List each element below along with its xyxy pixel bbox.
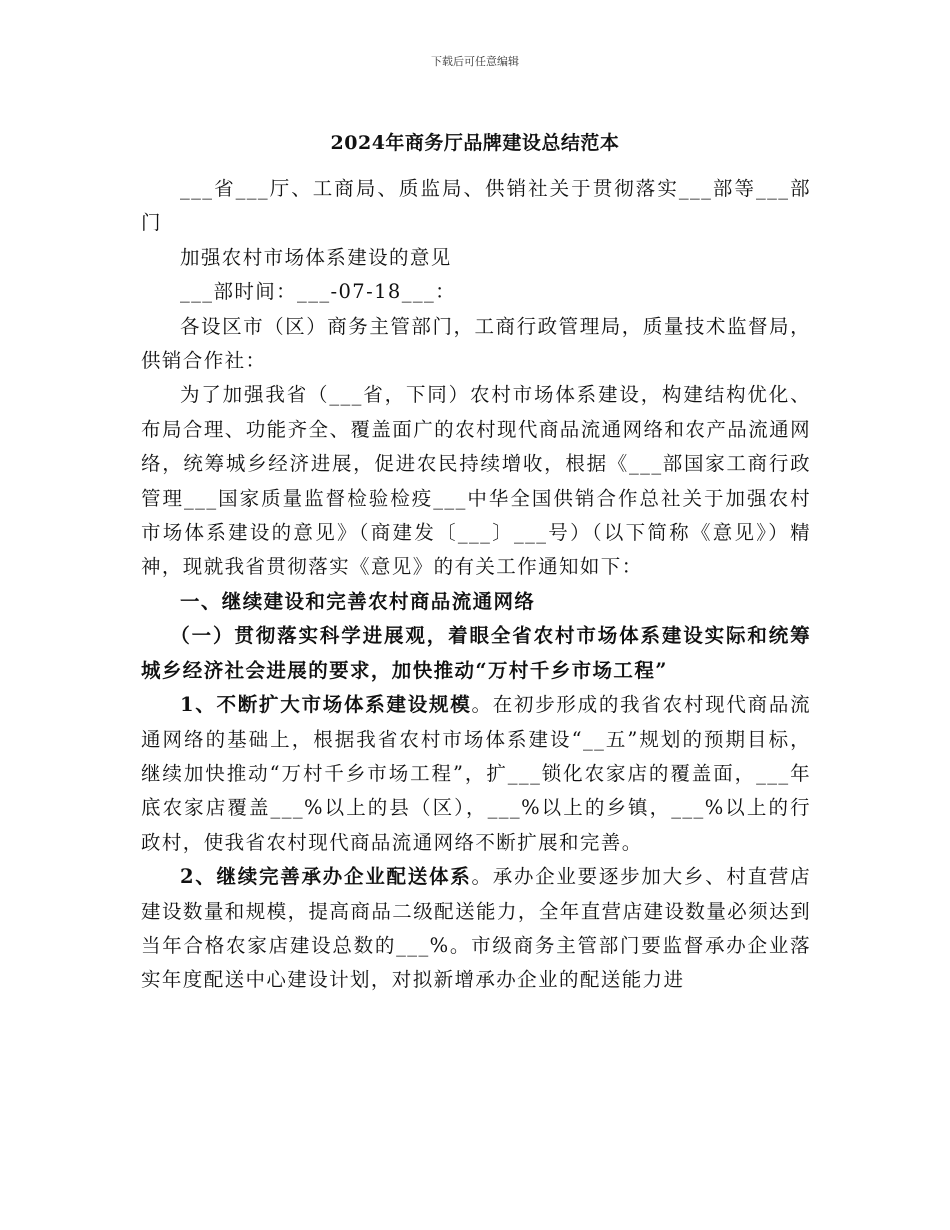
paragraph-date: ___部时间：___-07-18___： [180, 280, 457, 304]
item-1-lead: 1、不断扩大市场体系建设规模 [180, 693, 472, 717]
document-body [141, 172, 811, 998]
paragraph-subject: 加强农村市场体系建设的意见 [180, 245, 452, 269]
paragraph-item-2 [141, 860, 811, 998]
document-title: 2024年商务厅品牌建设总结范本 [330, 132, 620, 154]
header-note: 下载后可任意编辑 [431, 55, 519, 68]
item-2-lead: 2、继续完善承办企业配送体系 [180, 865, 472, 889]
paragraph-intro: 为了加强我省（___省，下同）农村市场体系建设，构建结构优化、布局合理、功能齐全、覆盖面广的农村现代商品流通网络和农产品流通网络，统筹城乡经济进展，促进农民持续增收，根据《___部国家工商行政管理___国家质量监督检验检疫___中华全国供销合作总社关于加强农村市场体系建设的意见》（商建发〔___〕___号）（以下简称《意见》）精神，现就我省贯彻落实《意见》的有关工作通知如下： [141, 383, 811, 579]
paragraph-recipients: ___省___厅、工商局、质监局、供销社关于贯彻落实___部等___部门 [141, 177, 811, 235]
paragraph-addressees: 各设区市（区）商务主管部门，工商行政管理局，质量技术监督局，供销合作社： [141, 314, 811, 373]
subsection-heading-1: （一）贯彻落实科学进展观，着眼全省农村市场体系建设实际和统筹城乡经济社会进展的要求，加快推动“万村千乡市场工程” [141, 624, 811, 682]
section-heading-1: 一、继续建设和完善农村商品流通网络 [180, 589, 536, 613]
paragraph-item-1 [141, 688, 811, 860]
item-1-text: 。在初步形成的我省农村现代商品流通网络的基础上，根据我省农村市场体系建设“__五”规划的预期目标，继续加快推动“万村千乡市场工程”，扩___锁化农家店的覆盖面，___年底农家店覆盖___%以上的县（区），___%以上的乡镇，___%以上的行政村，使我省农村现代商品流通网络不断扩展和完善。 [141, 693, 812, 854]
item-2-text: 。承办企业要逐步加大乡、村直营店建设数量和规模，提高商品二级配送能力，全年直营店建设数量必须达到当年合格农家店建设总数的___%。市级商务主管部门要监督承办企业落实年度配送中心建设计划，对拟新增承办企业的配送能力进 [141, 865, 812, 992]
